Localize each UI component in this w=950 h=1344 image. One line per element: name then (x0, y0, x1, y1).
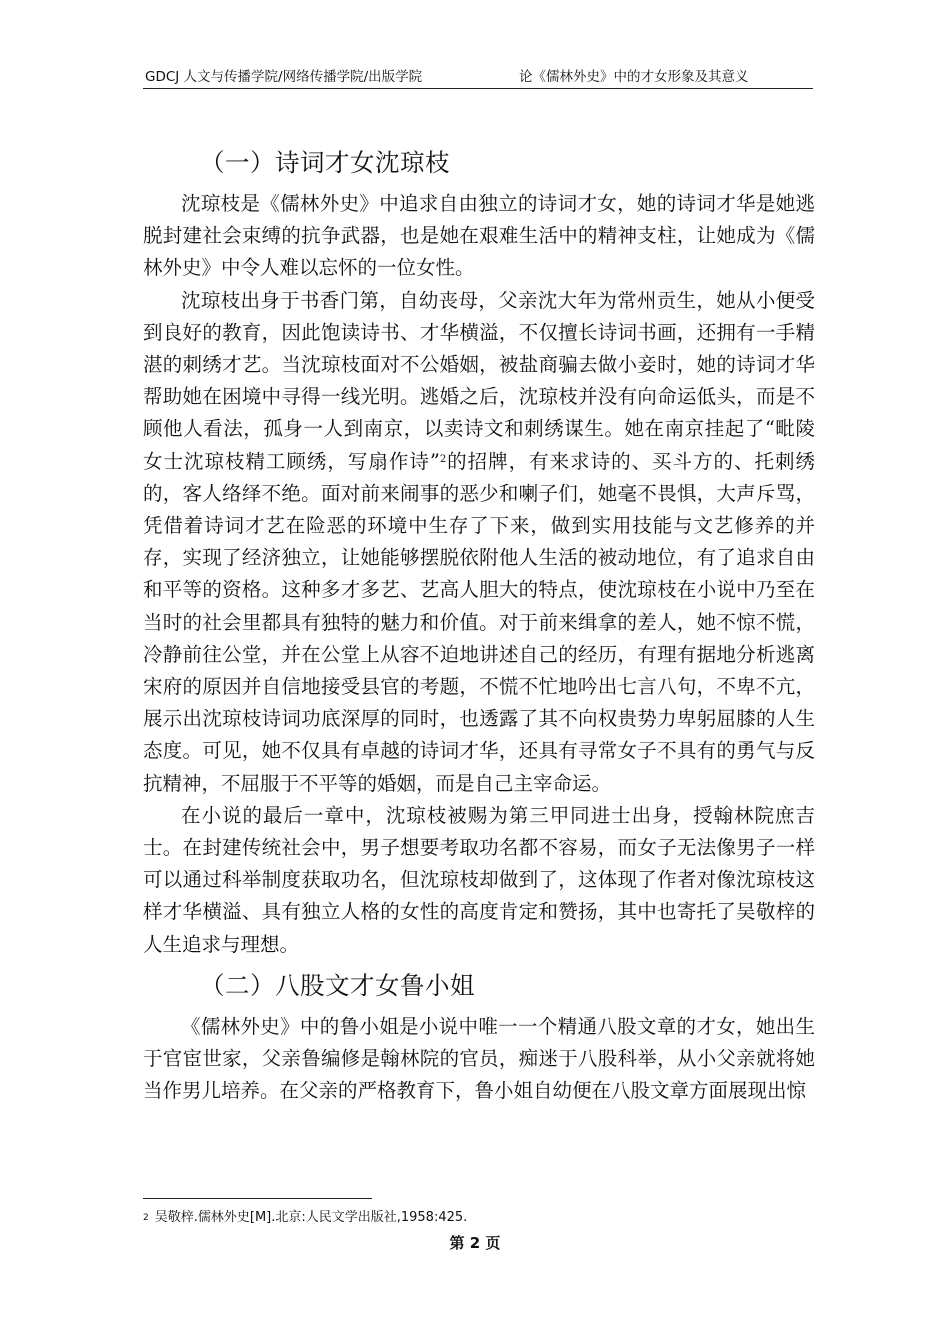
section-title: （二）八股文才女鲁小姐 (200, 970, 475, 1000)
header-left-text: GDCJ 人文与传播学院/网络传播学院/出版学院 (145, 69, 423, 85)
page-number: 第 2 页 (449, 1234, 501, 1252)
paragraph-text: 沈琼枝出身于书香门第，自幼丧母，父亲沈大年为常州贡生，她从小便受到良好的教育，因此饱读诗书、才华横溢，不仅擅长诗词书画，还拥有一手精湛的刺绣才艺。当沈琼枝面对不公婚姻，被盐商骗去做小妾时，她的诗词才华帮助她在困境中寻得一线光明。逃婚之后，沈琼枝并没有向命运低头，而是不顾他人看法，孤身一人到南京，以卖诗文和刺绣谋生。她在南京挂起了“毗陵女士沈琼枝精工顾绣，写扇作诗” (143, 288, 815, 473)
footnote (143, 1209, 467, 1227)
header-right-text: 论《儒林外史》中的才女形象及其意义 (519, 69, 749, 85)
body-paragraph: 在小说的最后一章中，沈琼枝被赐为第三甲同进士出身，授翰林院庶吉士。在封建传统社会中，男子想要考取功名都不容易，而女子无法像男子一样可以通过科举制度获取功名，但沈琼枝却做到了，这体现了作者对像沈琼枝这样才华横溢、具有独立人格的女性的高度肯定和赞扬，其中也寄托了吴敬梓的人生追求与理想。 (143, 803, 815, 956)
running-header (143, 66, 813, 89)
body-paragraph: 《儒林外史》中的鲁小姐是小说中唯一一个精通八股文章的才女，她出生于官宦世家，父亲鲁编修是翰林院的官员，痴迷于八股科举，从小父亲就将她当作男儿培养。在父亲的严格教育下，鲁小姐自幼便在八股文章方面展现出惊 (143, 1014, 815, 1103)
section-title: （一）诗词才女沈琼枝 (200, 148, 450, 177)
footnote-divider (143, 1198, 372, 1199)
footnote-text: 吴敬梓.儒林外史[M].北京:人民文学出版社,1958:425. (154, 1210, 468, 1225)
body-paragraph: 沈琼枝是《儒林外史》中追求自由独立的诗词才女，她的诗词才华是她逃脱封建社会束缚的抗争武器，也是她在艰难生活中的精神支柱，让她成为《儒林外史》中令人难以忘怀的一位女性。 (143, 192, 815, 280)
main-content (143, 138, 815, 1107)
footnote-number: 2 (143, 1213, 149, 1223)
body-paragraph (143, 285, 815, 800)
footnote-reference: 2 (439, 453, 447, 465)
paragraph-text: 的招牌，有来求诗的、买斗方的、托刺绣的，客人络绎不绝。面对前来闹事的恶少和喇子们，她毫不畏惧，大声斥骂，凭借着诗词才艺在险恶的环境中生存了下来，做到实用技能与文艺修养的并存，实现了经济独立，让她能够摆脱依附他人生活的被动地位，有了追求自由和平等的资格。这种多才多艺、艺高人胆大的特点，使沈琼枝在小说中乃至在当时的社会里都具有独特的魅力和价值。对于前来缉拿的差人，她不惊不慌，冷静前往公堂，并在公堂上从容不迫地讲述自己的经历，有理有据地分析逃离宋府的原因并自信地接受县官的考题，不慌不忙地吟出七言八句，不卑不亢，展示出沈琼枝诗词功底深厚的同时，也透露了其不向权贵势力卑躬屈膝的人生态度。可见，她不仅具有卓越的诗词才华，还具有寻常女子不具有的勇气与反抗精神，不屈服于不平等的婚姻，而是自己主宰命运。 (143, 449, 815, 795)
